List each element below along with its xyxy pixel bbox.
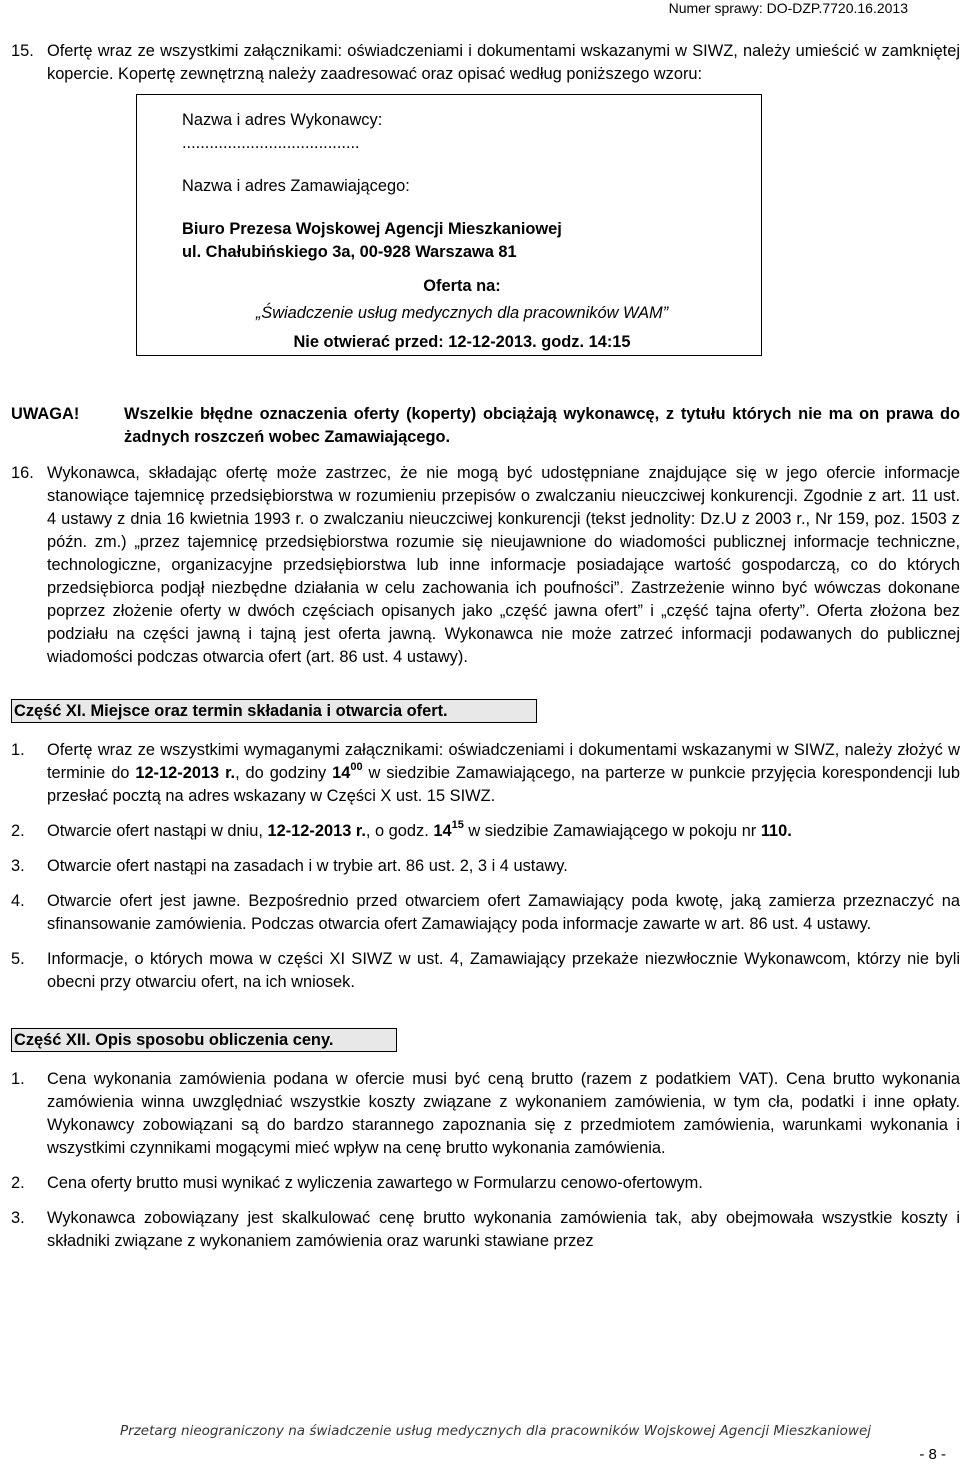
warning-notice <box>11 403 960 449</box>
paragraph-15 <box>11 40 960 86</box>
envelope-template <box>136 94 762 356</box>
employer-address: ul. Chałubińskiego 3a, 00-928 Warszawa 81 <box>182 243 517 261</box>
list-item <box>11 855 960 878</box>
item-text: Otwarcie ofert nastąpi w dniu, 12-12-2013 r., o godz. $14^{15}$ w siedzibie Zamawiającego w pokoju nr 110. <box>47 819 792 840</box>
item-number: 2. <box>11 1174 25 1192</box>
item-text: Otwarcie ofert jest jawne. Bezpośrednio przed otwarciem ofert Zamawiający poda kwotę, jaką zamierza przeznaczyć na sfinansowanie zamówienia. Podczas otwarcia ofert Zamawiający poda informacje zawarte w art. 86 ust. 4 ustawy. <box>47 892 960 933</box>
offer-title: „Świadczenie usług medycznych dla pracowników WAM” <box>255 304 669 322</box>
item-number: 5. <box>11 950 25 968</box>
warning-label: UWAGA! <box>11 405 80 423</box>
paragraph-number: 15. <box>11 42 34 60</box>
list-item <box>11 890 960 936</box>
list-item <box>11 948 960 994</box>
page-footer: Przetarg nieograniczony na świadczenie usług medycznych dla pracowników Wojskowej Agencji Mieszkaniowej <box>120 1423 871 1439</box>
item-text: Cena oferty brutto musi wynikać z wyliczenia zawartego w Formularzu cenowo-ofertowym. <box>47 1174 703 1192</box>
list-item <box>11 820 960 843</box>
item-number: 1. <box>11 741 25 759</box>
item-number: 3. <box>11 857 25 875</box>
item-text: Otwarcie ofert nastąpi na zasadach i w trybie art. 86 ust. 2, 3 i 4 ustawy. <box>47 857 568 875</box>
do-not-open-notice: Nie otwierać przed: 12-12-2013. godz. 14:15 <box>293 333 631 351</box>
paragraph-number: 16. <box>11 464 34 482</box>
item-text: Ofertę wraz ze wszystkimi wymaganymi załącznikami: oświadczeniami i dokumentami wskazanymi w SIWZ, należy złożyć w terminie do 12-12-2013 r., do godziny $14^{00}$ w siedzibie Zamawiającego, na parterze w punkcie przyjęcia korespondencji lub przesłać pocztą na adres wskazany w Części X ust. 15 SIWZ. <box>47 741 960 805</box>
section-11-heading: Część XI. Miejsce oraz termin składania i otwarcia ofert. <box>11 699 537 723</box>
list-item <box>11 1207 960 1253</box>
item-number: 3. <box>11 1209 25 1227</box>
paragraph-text: Wykonawca, składając ofertę może zastrzec, że nie mogą być udostępniane znajdujące się w jego ofercie informacje stanowiące tajemnicę przedsiębiorstwa w rozumieniu przepisów o zwalczaniu nieuczciwej konkurencji. Zgodnie z art. 11 ust. 4 ustawy z dnia 16 kwietnia 1993 r. o zwalczaniu nieuczciwej konkurencji (tekst jednolity: Dz.U z 2003 r., Nr 159, poz. 1503 z późn. zm.) „przez tajemnicę przedsiębiorstwa rozumie się nieujawnione do wiadomości publicznej informacje techniczne, technologiczne, organizacyjne przedsiębiorstwa lub inne informacje posiadające wartość gospodarczą, co do których przedsiębiorca podjął niezbędne działania w celu zachowania ich poufności”. Zastrzeżenie winno być wówczas dokonane poprzez złożenie oferty w dwóch częściach opisanych jako „część jawna ofert” i „część tajna oferty”. Oferta złożona bez podziału na części jawną i tajną jest oferta jawną. Wykonawca nie może zatrzeć informacji podawanych do publicznej wiadomości podczas otwarcia ofert (art. 86 ust. 4 ustawy). <box>47 464 960 666</box>
warning-text: Wszelkie błędne oznaczenia oferty (koperty) obciążają wykonawcę, z tytułu których nie ma on prawa do żadnych roszczeń wobec Zamawiającego. <box>124 405 960 446</box>
case-number: Numer sprawy: DO-DZP.7720.16.2013 <box>668 0 908 16</box>
list-item <box>11 739 960 808</box>
page-number: - 8 - <box>919 1446 946 1463</box>
item-text: Informacje, o których mowa w części XI SIWZ w ust. 4, Zamawiający przekaże niezwłocznie Wykonawcom, którzy nie byli obecni przy otwarciu ofert, na ich wniosek. <box>47 950 960 991</box>
item-number: 4. <box>11 892 25 910</box>
contractor-dots: ....................................... <box>182 134 360 152</box>
employer-name: Biuro Prezesa Wojskowej Agencji Mieszkaniowej <box>182 220 562 238</box>
document-body <box>11 40 960 1253</box>
paragraph-16 <box>11 462 960 669</box>
employer-label: Nazwa i adres Zamawiającego: <box>182 177 410 195</box>
item-number: 2. <box>11 822 25 840</box>
item-number: 1. <box>11 1070 25 1088</box>
offer-label: Oferta na: <box>423 277 501 295</box>
item-text: Wykonawca zobowiązany jest skalkulować cenę brutto wykonania zamówienia tak, aby obejmowała wszystkie koszty i składniki związane z wykonaniem zamówienia oraz warunki stawiane przez <box>47 1209 960 1250</box>
contractor-label: Nazwa i adres Wykonawcy: <box>182 111 383 129</box>
list-item <box>11 1068 960 1160</box>
list-item <box>11 1172 960 1195</box>
paragraph-text: Ofertę wraz ze wszystkimi załącznikami: oświadczeniami i dokumentami wskazanymi w SIWZ, należy umieścić w zamkniętej kopercie. Kopertę zewnętrzną należy zaadresować oraz opisać według poniższego wzoru: <box>47 42 960 83</box>
section-12-heading: Część XII. Opis sposobu obliczenia ceny. <box>11 1028 397 1052</box>
item-text: Cena wykonania zamówienia podana w ofercie musi być ceną brutto (razem z podatkiem VAT). Cena brutto wykonania zamówienia winna uwzględniać wszystkie koszty związane z wykonaniem zamówienia, w tym cła, podatki i inne opłaty. Wykonawcy zobowiązani są do bardzo starannego zapoznania się z przedmiotem zamówienia, warunkami wykonania i wszystkimi czynnikami mogącymi mieć wpływ na cenę brutto wykonania zamówienia. <box>47 1070 960 1157</box>
